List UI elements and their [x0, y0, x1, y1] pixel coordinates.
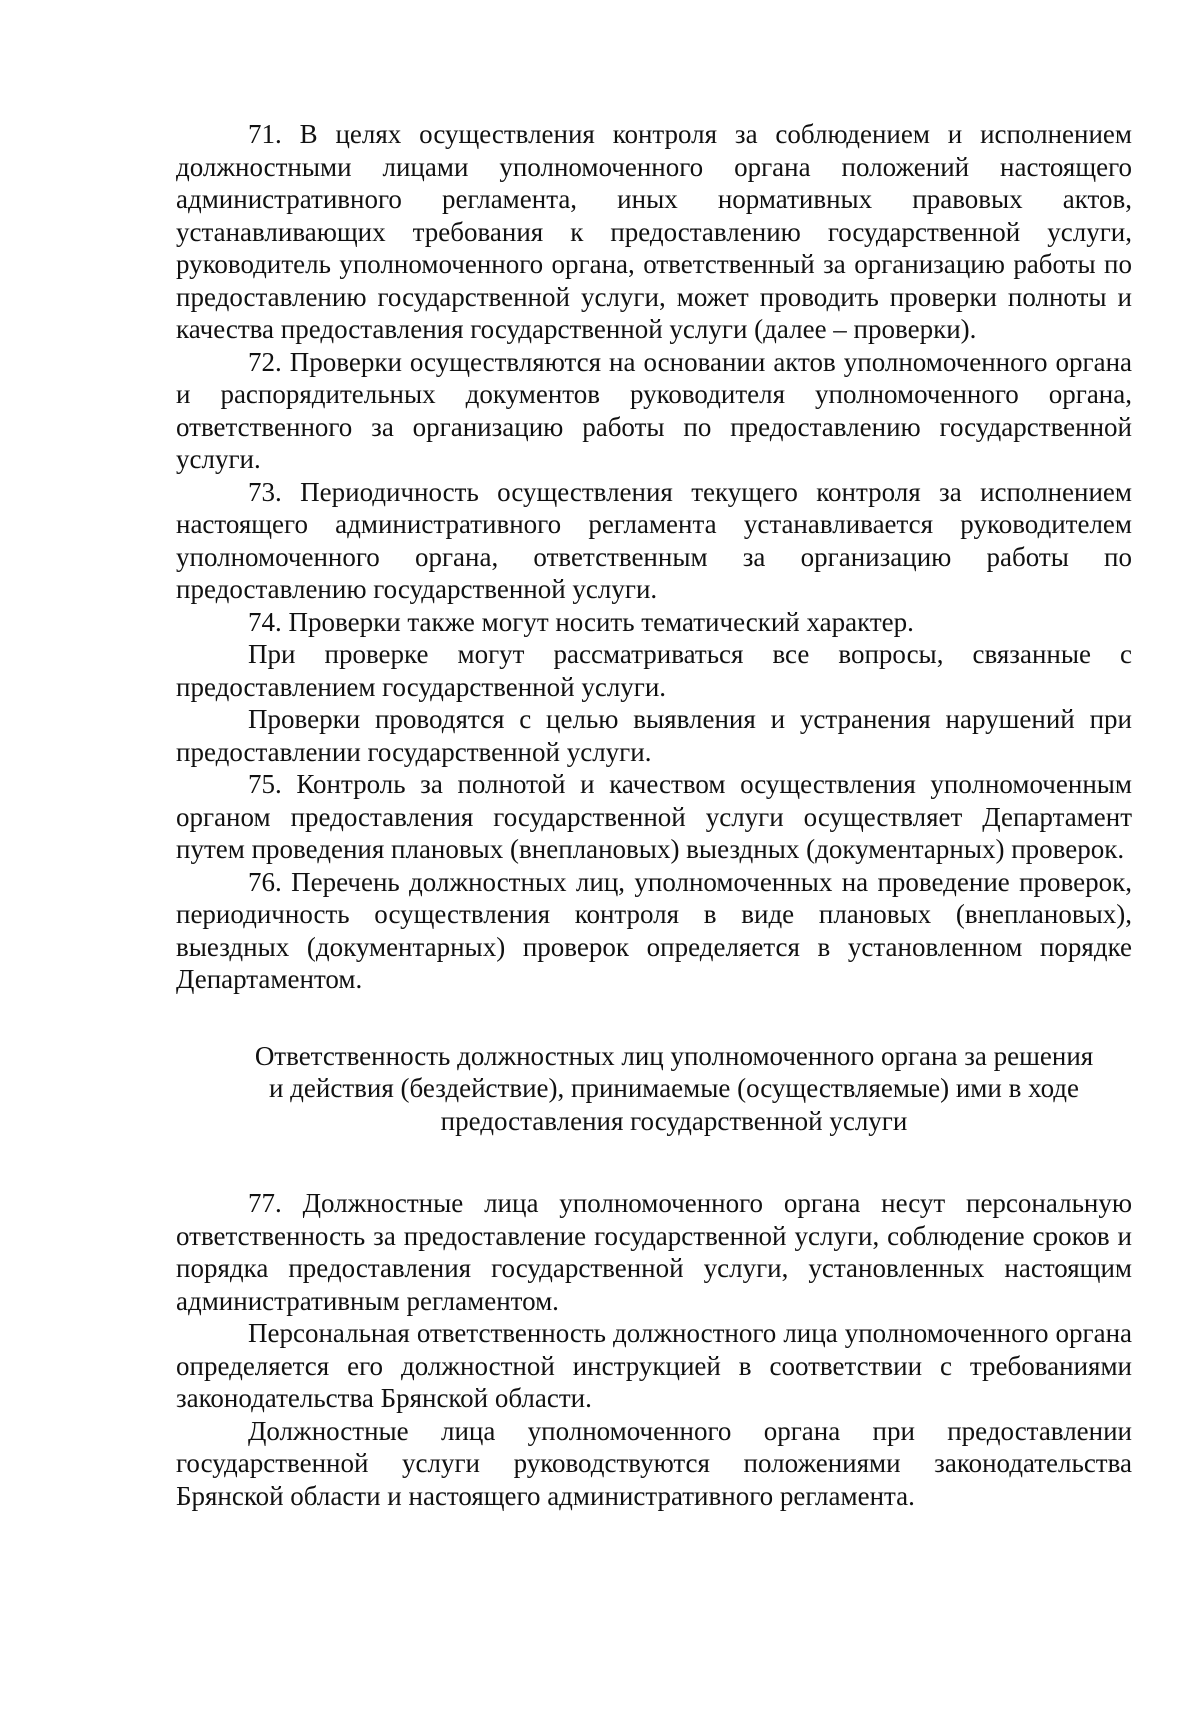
paragraph-77-guidance: Должностные лица уполномоченного органа при предоставлении государственной услуги руководствуются положениями законодательства Брянской области и настоящего административного регламента.	[176, 1415, 1132, 1511]
paragraph-77-personal-responsibility: Персональная ответственность должностного лица уполномоченного органа определяется его должностной инструкцией в соответствии с требованиями законодательства Брянской области.	[176, 1318, 1132, 1413]
spacer	[176, 996, 1132, 1040]
spacer	[176, 1137, 1132, 1187]
paragraph-73: 73. Периодичность осуществления текущего контроля за исполнением настоящего административного регламента устанавливается руководителем уполномоченного органа, ответственным за организацию работы по предоставлению государственной услуги.	[176, 476, 1132, 604]
section-heading-line-3: предоставления государственной услуги	[440, 1105, 908, 1136]
section-heading-line-1: Ответственность должностных лиц уполномоченного органа за решения	[254, 1040, 1094, 1071]
paragraph-71: 71. В целях осуществления контроля за соблюдением и исполнением должностными лицами уполномоченного органа положений настоящего административного регламента, иных нормативных правовых актов, устанавливающих требования к предоставлению государственной услуги, руководитель уполномоченного органа, ответственный за организацию работы по предоставлению государственной услуги, может проводить проверки полноты и качества предоставления государственной услуги (далее – проверки).	[176, 119, 1132, 344]
paragraph-77: 77. Должностные лица уполномоченного органа несут персональную ответственность за предоставление государственной услуги, соблюдение сроков и порядка предоставления государственной услуги, установленных настоящим административным регламентом.	[176, 1188, 1132, 1316]
paragraph-72: 72. Проверки осуществляются на основании актов уполномоченного органа и распорядительных документов руководителя уполномоченного органа, ответственного за организацию работы по предоставлению государственной услуги.	[176, 346, 1132, 474]
paragraph-74-scope: При проверке могут рассматриваться все вопросы, связанные с предоставлением государственной услуги.	[176, 639, 1132, 702]
paragraph-74: 74. Проверки также могут носить тематический характер.	[248, 606, 914, 637]
paragraph-75: 75. Контроль за полнотой и качеством осуществления уполномоченным органом предоставления государственной услуги осуществляет Департамент путем проведения плановых (внеплановых) выездных (документарных) проверок.	[176, 769, 1132, 864]
paragraph-76: 76. Перечень должностных лиц, уполномоченных на проведение проверок, периодичность осуществления контроля в виде плановых (внеплановых), выездных (документарных) проверок определяется в установленном порядке Департаментом.	[176, 866, 1132, 994]
document-body	[176, 118, 1132, 1512]
paragraph-74-purpose: Проверки проводятся с целью выявления и устранения нарушений при предоставлении государственной услуги.	[176, 704, 1132, 767]
section-heading-line-2: и действия (бездействие), принимаемые (осуществляемые) ими в ходе	[268, 1073, 1080, 1103]
